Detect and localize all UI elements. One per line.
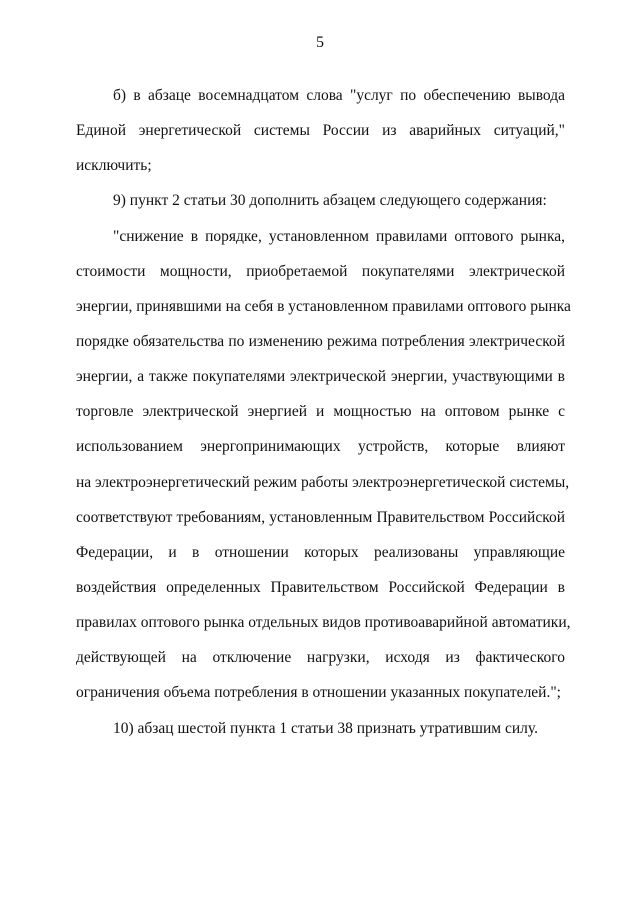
- quote-line-5: энергии, а также покупателями электрической энергии, участвующими в: [76, 368, 565, 385]
- quote-line-2: стоимости мощности, приобретаемой покупателями электрической: [76, 263, 565, 280]
- paragraph-b-line-2: Единой энергетической системы России из аварийных ситуаций,": [76, 122, 565, 139]
- paragraph-9-line-1: 9) пункт 2 статьи 30 дополнить абзацем следующего содержания:: [113, 192, 547, 209]
- quote-line-7: использованием энергопринимающих устройств, которые влияют: [76, 438, 565, 455]
- quote-line-11: воздействия определенных Правительством Российской Федерации в: [76, 579, 565, 596]
- quote-line-8: на электроэнергетический режим работы электроэнергетической системы,: [76, 474, 570, 491]
- quote-line-9: соответствуют требованиям, установленным Правительством Российской: [76, 509, 565, 526]
- quote-line-10: Федерации, и в отношении которых реализованы управляющие: [76, 544, 565, 561]
- quote-line-14: ограничения объема потребления в отношении указанных покупателей.";: [76, 684, 561, 701]
- quote-line-1: "снижение в порядке, установленном правилами оптового рынка,: [113, 228, 565, 245]
- paragraph-b-line-3: исключить;: [76, 157, 152, 174]
- paragraph-10-line-1: 10) абзац шестой пункта 1 статьи 38 признать утратившим силу.: [113, 720, 538, 737]
- paragraph-b-line-1: б) в абзаце восемнадцатом слова "услуг по обеспечению вывода: [113, 87, 565, 104]
- page-number: 5: [316, 34, 324, 51]
- quote-line-12: правилах оптового рынка отдельных видов противоаварийной автоматики,: [76, 614, 571, 631]
- quote-line-4: порядке обязательства по изменению режима потребления электрической: [76, 333, 565, 350]
- quote-line-3: энергии, принявшими на себя в установленном правилами оптового рынка: [76, 298, 571, 315]
- quote-line-6: торговле электрической энергией и мощностью на оптовом рынке с: [76, 403, 565, 420]
- quote-line-13: действующей на отключение нагрузки, исходя из фактического: [76, 649, 565, 666]
